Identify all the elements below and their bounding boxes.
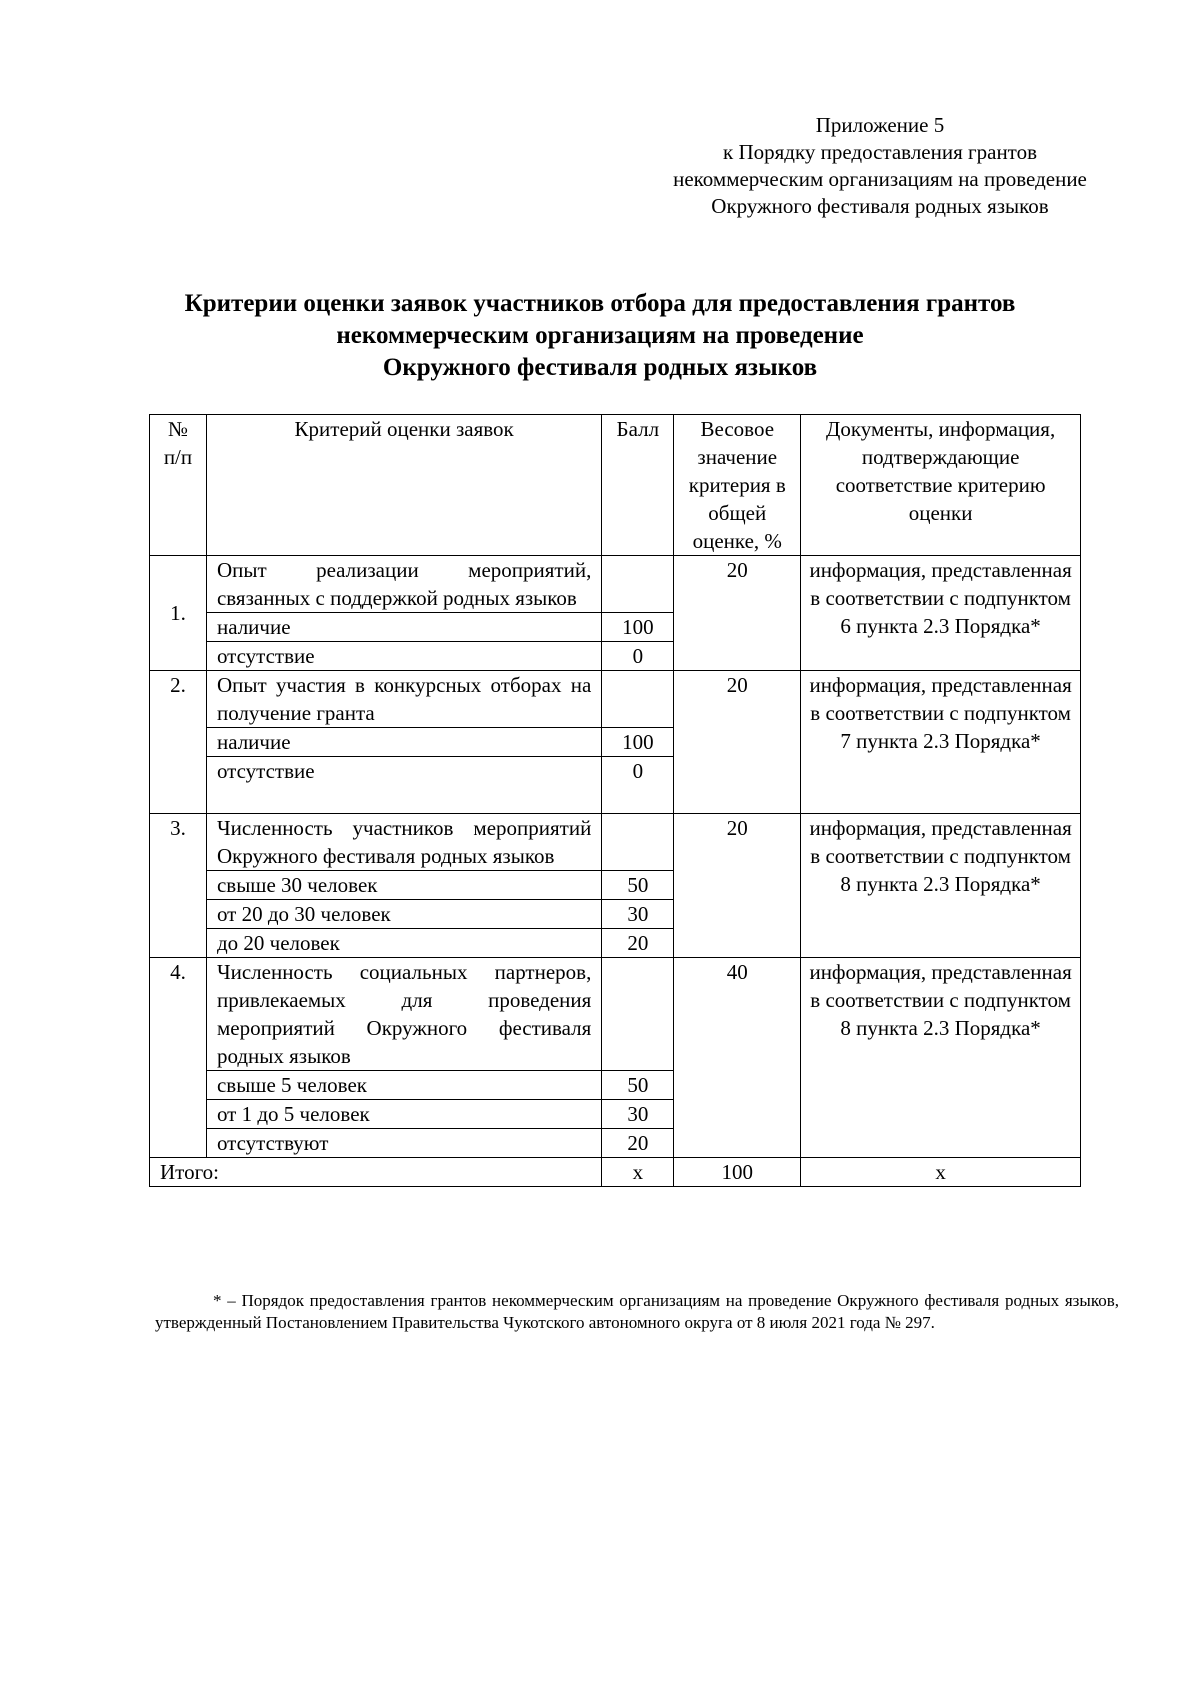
table-row [150,556,1081,613]
option-label: свыше 5 человек [206,1071,601,1100]
row-number: 4. [150,958,207,1158]
docs-text: информация, представленная в соответствии с подпунктом 6 пункта 2.3 Порядка* [801,556,1081,671]
option-label: свыше 30 человек [206,871,601,900]
option-score: 100 [602,613,674,642]
header-weight: Весовое значение критерия в общей оценке, % [674,415,801,556]
total-score: х [602,1158,674,1187]
criterion-text: Опыт участия в конкурсных отборах на получение гранта [206,671,601,728]
weight-value: 20 [674,556,801,671]
option-score: 30 [602,1100,674,1129]
total-docs: х [801,1158,1081,1187]
document-title [120,288,1080,384]
header-num: № п/п [150,415,207,556]
option-label: наличие [206,728,601,757]
option-score: 0 [602,642,674,671]
criterion-score-empty [602,671,674,728]
criterion-score-empty [602,958,674,1071]
title-line: Критерии оценки заявок участников отбора для предоставления грантов [184,290,1016,317]
annex-line: некоммерческим организациям на проведение [673,167,1087,191]
row-number: 3. [150,814,207,958]
row-number: 2. [150,671,207,814]
table-row [150,958,1081,1071]
table-header-row [150,415,1081,556]
criteria-table [149,414,1081,1187]
row-number: 1. [150,556,207,671]
docs-text: информация, представленная в соответствии с подпунктом 7 пункта 2.3 Порядка* [801,671,1081,814]
option-label: отсутствие [206,642,601,671]
annex-note [630,112,1130,220]
criterion-text: Опыт реализации мероприятий, связанных с поддержкой родных языков [206,556,601,613]
criterion-text: Численность участников мероприятий Окружного фестиваля родных языков [206,814,601,871]
criterion-score-empty [602,556,674,613]
option-score: 20 [602,929,674,958]
header-score: Балл [602,415,674,556]
docs-text: информация, представленная в соответствии с подпунктом 8 пункта 2.3 Порядка* [801,814,1081,958]
total-weight: 100 [674,1158,801,1187]
header-docs: Документы, информация, подтверждающие соответствие критерию оценки [801,415,1081,556]
criterion-text: Численность социальных партнеров, привлекаемых для проведения мероприятий Окружного фестиваля родных языков [206,958,601,1071]
option-score: 0 [602,757,674,814]
option-label: от 20 до 30 человек [206,900,601,929]
total-label: Итого: [150,1158,602,1187]
option-label: до 20 человек [206,929,601,958]
weight-value: 40 [674,958,801,1158]
option-score: 50 [602,1071,674,1100]
option-label: отсутствуют [206,1129,601,1158]
header-criterion: Критерий оценки заявок [206,415,601,556]
annex-line: Окружного фестиваля родных языков [711,194,1049,218]
table-row [150,814,1081,871]
criterion-score-empty [602,814,674,871]
title-line: Окружного фестиваля родных языков [382,354,818,381]
docs-text: информация, представленная в соответствии с подпунктом 8 пункта 2.3 Порядка* [801,958,1081,1158]
option-score: 50 [602,871,674,900]
option-score: 100 [602,728,674,757]
option-score: 30 [602,900,674,929]
weight-value: 20 [674,814,801,958]
option-label: от 1 до 5 человек [206,1100,601,1129]
option-score: 20 [602,1129,674,1158]
annex-line: Приложение 5 [815,113,945,137]
option-label: отсутствие [206,757,601,814]
title-line: некоммерческим организациям на проведение [336,322,864,349]
weight-value: 20 [674,671,801,814]
annex-line: к Порядку предоставления грантов [723,140,1037,164]
table-row [150,671,1081,728]
footnote: * – Порядок предоставления грантов некоммерческим организациям на проведение Окружного фестиваля родных языков, утвержденный Постановлением Правительства Чукотского автономного округа от 8 июля 2021 года № 297. [155,1291,1119,1332]
option-label: наличие [206,613,601,642]
total-row [150,1158,1081,1187]
